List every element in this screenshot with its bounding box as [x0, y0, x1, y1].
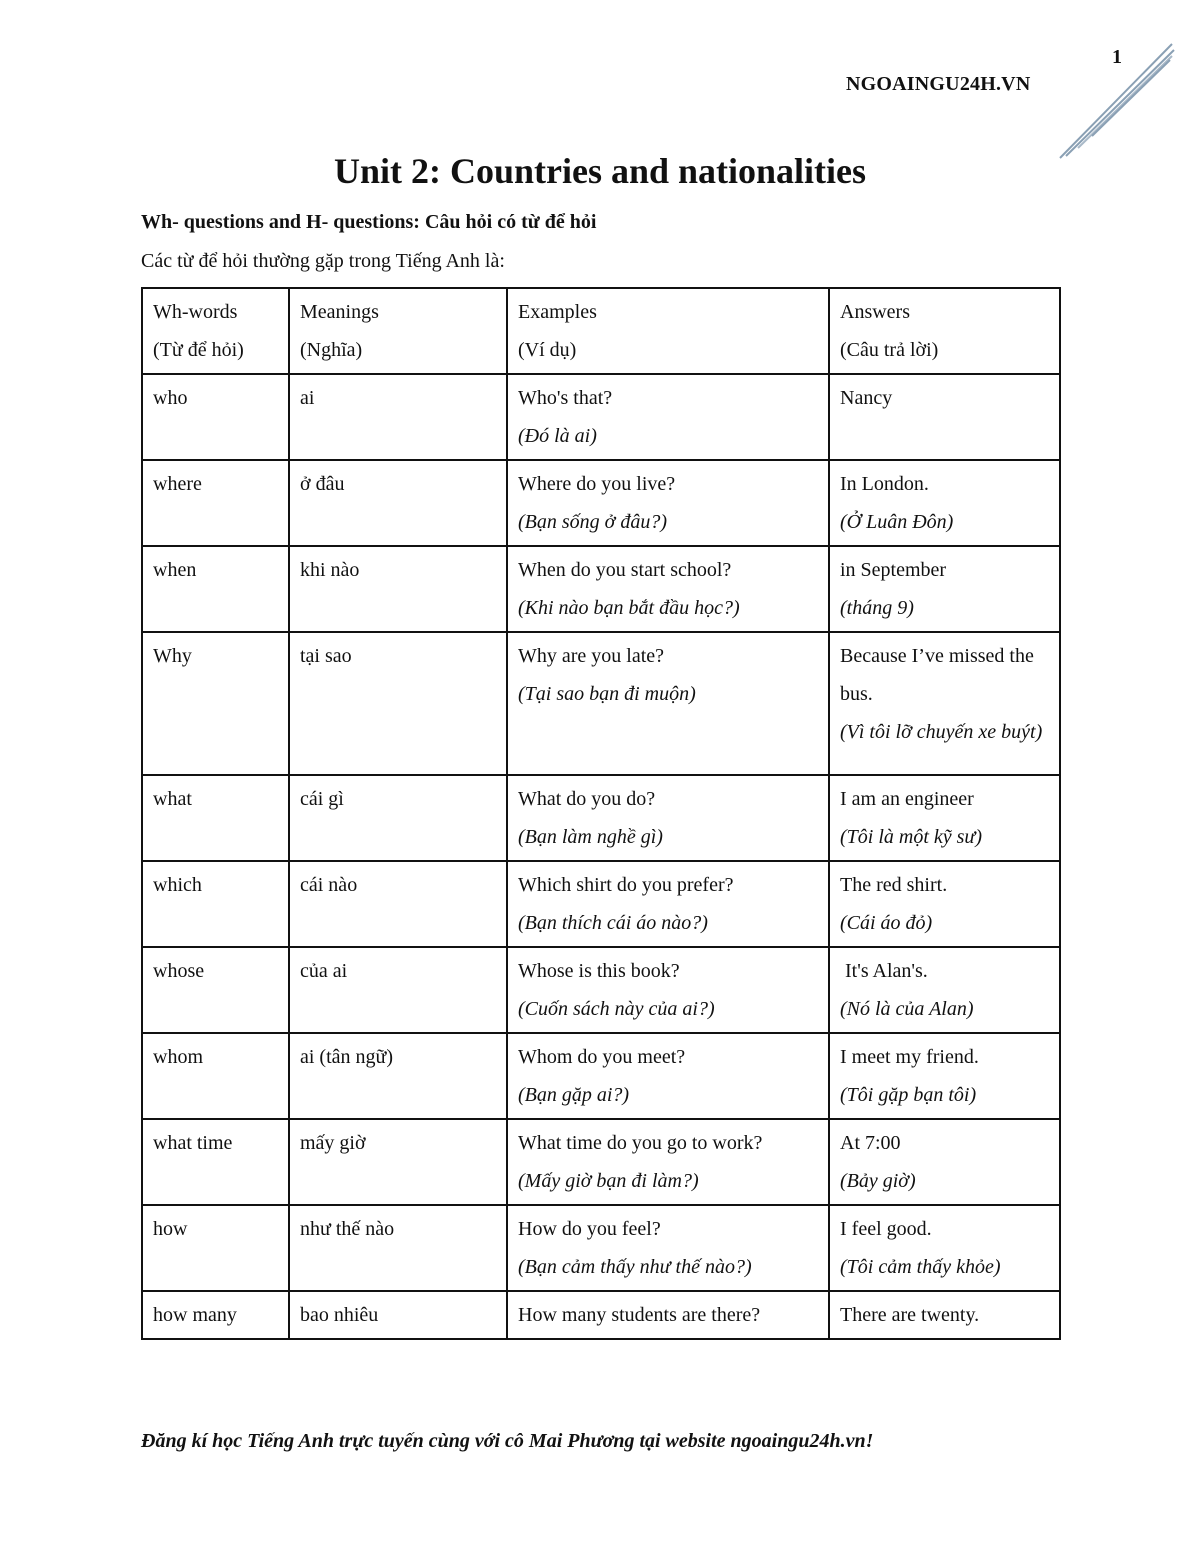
example-text: Whom do you meet? [518, 1046, 686, 1068]
table-row [142, 775, 1060, 861]
column-header-examples [507, 288, 829, 374]
answer-cell [829, 632, 1060, 775]
answer-translation: (Bảy giờ) [840, 1170, 916, 1192]
answer-translation: (Tôi cảm thấy khỏe) [840, 1256, 1001, 1278]
meaning-cell: của ai [289, 947, 507, 1033]
intro-text: Các từ để hỏi thường gặp trong Tiếng Anh là: [141, 250, 505, 272]
wh-word-cell: whom [142, 1033, 289, 1119]
answer-text: I meet my friend. [840, 1046, 979, 1068]
column-header-meanings [289, 288, 507, 374]
header-label: Wh-words [153, 301, 238, 323]
example-translation: (Bạn cảm thấy như thế nào?) [518, 1256, 752, 1278]
answer-cell [829, 1291, 1060, 1339]
header-label: Meanings [300, 301, 379, 323]
table-row [142, 1033, 1060, 1119]
answer-text: I am an engineer [840, 788, 974, 810]
example-text: How many students are there? [518, 1304, 761, 1326]
answer-cell [829, 374, 1060, 460]
table-row [142, 1205, 1060, 1291]
table-row [142, 861, 1060, 947]
header-sublabel: (Nghĩa) [300, 339, 363, 361]
answer-text: I feel good. [840, 1218, 932, 1240]
example-cell [507, 460, 829, 546]
example-text: What time do you go to work? [518, 1132, 763, 1154]
answer-cell [829, 1205, 1060, 1291]
example-text: Whose is this book? [518, 960, 680, 982]
answer-text: There are twenty. [840, 1304, 980, 1326]
example-translation: (Tại sao bạn đi muộn) [518, 683, 696, 705]
header-sublabel: (Từ để hỏi) [153, 339, 244, 361]
example-translation: (Bạn thích cái áo nào?) [518, 912, 708, 934]
answer-cell [829, 546, 1060, 632]
site-header: NGOAINGU24H.VN [846, 73, 1031, 95]
answer-translation: (Cái áo đỏ) [840, 912, 933, 934]
footer-promo: Đăng kí học Tiếng Anh trực tuyến cùng với cô Mai Phương tại website ngoaingu24h.vn! [141, 1430, 874, 1452]
example-translation: (Khi nào bạn bắt đầu học?) [518, 597, 740, 619]
answer-translation: (Tôi gặp bạn tôi) [840, 1084, 977, 1106]
wh-words-table [141, 287, 1061, 1340]
answer-text: In London. [840, 473, 929, 495]
meaning-cell: ở đâu [289, 460, 507, 546]
page-title: Unit 2: Countries and nationalities [333, 151, 867, 191]
meaning-cell: cái gì [289, 775, 507, 861]
wh-word-cell: how [142, 1205, 289, 1291]
example-translation: (Bạn gặp ai?) [518, 1084, 630, 1106]
example-cell [507, 1205, 829, 1291]
answer-text: in September [840, 559, 947, 581]
example-cell [507, 775, 829, 861]
section-subtitle: Wh- questions and H- questions: Câu hỏi có từ để hỏi [141, 211, 597, 233]
example-cell [507, 632, 829, 775]
answer-cell [829, 1119, 1060, 1205]
table-row [142, 546, 1060, 632]
example-cell [507, 947, 829, 1033]
example-text: Where do you live? [518, 473, 676, 495]
example-text: What do you do? [518, 788, 656, 810]
wh-word-cell: Why [142, 632, 289, 775]
example-cell [507, 1033, 829, 1119]
header-label: Examples [518, 301, 597, 323]
example-cell [507, 374, 829, 460]
meaning-cell: cái nào [289, 861, 507, 947]
header-label: Answers [840, 301, 910, 323]
example-cell [507, 1291, 829, 1339]
wh-word-cell: how many [142, 1291, 289, 1339]
example-text: Why are you late? [518, 645, 665, 667]
example-translation: (Cuốn sách này của ai?) [518, 998, 715, 1020]
example-text: When do you start school? [518, 559, 732, 581]
wh-word-cell: what time [142, 1119, 289, 1205]
wh-word-cell: which [142, 861, 289, 947]
column-header-wh-words [142, 288, 289, 374]
table-row [142, 632, 1060, 775]
wh-word-cell: whose [142, 947, 289, 1033]
header-sublabel: (Ví dụ) [518, 339, 577, 361]
answer-cell [829, 861, 1060, 947]
meaning-cell: ai [289, 374, 507, 460]
example-text: Which shirt do you prefer? [518, 874, 734, 896]
meaning-cell: khi nào [289, 546, 507, 632]
answer-cell [829, 947, 1060, 1033]
wh-word-cell: where [142, 460, 289, 546]
answer-text: It's Alan's. [840, 960, 928, 982]
page-number: 1 [1112, 46, 1122, 68]
meaning-cell: tại sao [289, 632, 507, 775]
answer-translation: (Vì tôi lỡ chuyến xe buýt) [840, 721, 1043, 743]
table-row [142, 1291, 1060, 1339]
answer-text: Nancy [840, 387, 893, 409]
answer-text: Because I’ve missed the bus. [840, 645, 1034, 705]
answer-text: At 7:00 [840, 1132, 901, 1154]
header-sublabel: (Câu trả lời) [840, 339, 939, 361]
table-row [142, 374, 1060, 460]
example-text: How do you feel? [518, 1218, 661, 1240]
meaning-cell: bao nhiêu [289, 1291, 507, 1339]
answer-translation: (tháng 9) [840, 597, 914, 619]
answer-translation: (Ở Luân Đôn) [840, 511, 954, 533]
example-translation: (Bạn làm nghề gì) [518, 826, 663, 848]
example-cell [507, 1119, 829, 1205]
answer-text: The red shirt. [840, 874, 948, 896]
answer-translation: (Nó là của Alan) [840, 998, 974, 1020]
table-header-row [142, 288, 1060, 374]
example-translation: (Bạn sống ở đâu?) [518, 511, 667, 533]
wh-word-cell: who [142, 374, 289, 460]
meaning-cell: như thế nào [289, 1205, 507, 1291]
answer-cell [829, 775, 1060, 861]
example-translation: (Mấy giờ bạn đi làm?) [518, 1170, 699, 1192]
example-cell [507, 861, 829, 947]
example-cell [507, 546, 829, 632]
answer-translation: (Tôi là một kỹ sư) [840, 826, 983, 848]
wh-word-cell: when [142, 546, 289, 632]
answer-cell [829, 460, 1060, 546]
table-row [142, 460, 1060, 546]
table-row [142, 947, 1060, 1033]
table-row [142, 1119, 1060, 1205]
corner-decoration-lines [1056, 40, 1176, 162]
column-header-answers [829, 288, 1060, 374]
meaning-cell: ai (tân ngữ) [289, 1033, 507, 1119]
answer-cell [829, 1033, 1060, 1119]
example-text: Who's that? [518, 387, 613, 409]
example-translation: (Đó là ai) [518, 425, 597, 447]
wh-word-cell: what [142, 775, 289, 861]
meaning-cell: mấy giờ [289, 1119, 507, 1205]
